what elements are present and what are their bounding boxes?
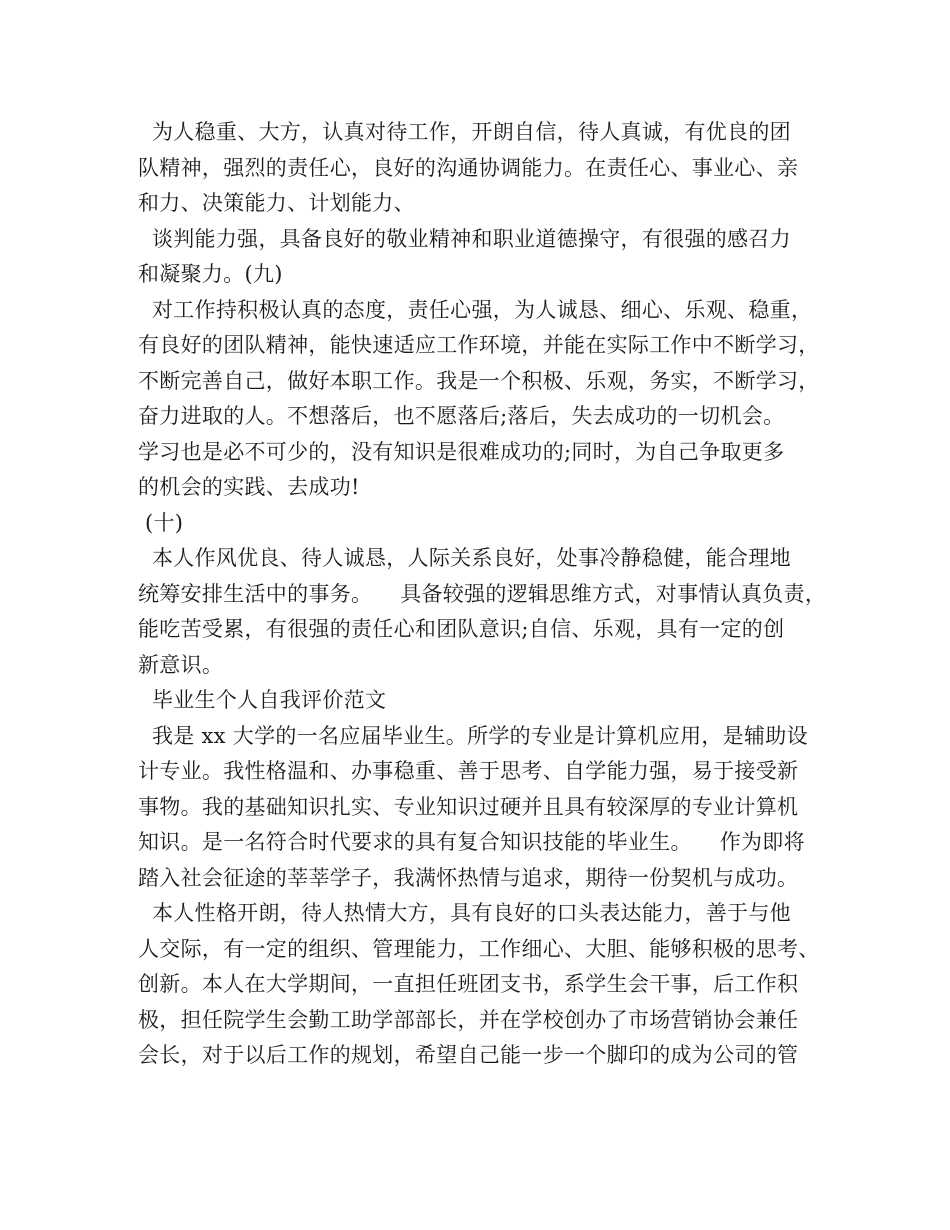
text-line: 谈判能力强，具备良好的敬业精神和职业道德操守，有很强的感召力: [138, 226, 791, 251]
text-line: 奋力进取的人。不想落后，也不愿落后;落后，失去成功的一切机会。: [138, 404, 785, 428]
text-line: 知识。是一名符合时代要求的具有复合知识技能的毕业生。 作为即将: [138, 830, 805, 854]
text-line: 为人稳重、大方，认真对待工作，开朗自信，待人真诚，有优良的团: [138, 120, 791, 144]
section-heading: 毕业生个人自我评价范文: [138, 688, 387, 712]
text-line: 学习也是必不可少的，没有知识是很难成功的;同时，为自己争取更多: [138, 439, 785, 464]
text-line: 统筹安排生活中的事务。 具备较强的逻辑思维方式，对事情认真负责，: [138, 581, 827, 606]
text-line: 能吃苦受累，有很强的责任心和团队意识;自信、乐观，具有一定的创: [138, 617, 785, 641]
document-body: [138, 115, 828, 1074]
text-line: 人交际，有一定的组织、管理能力，工作细心、大胆、能够积极的思考、: [138, 936, 820, 961]
text-line: 会长，对于以后工作的规划，希望自己能一步一个脚印的成为公司的管: [138, 1043, 799, 1067]
text-line: 计专业。我性格温和、办事稳重、善于思考、自学能力强，易于接受新: [138, 759, 799, 783]
text-line: 对工作持积极认真的态度，责任心强，为人诚恳、细心、乐观、稳重，: [138, 297, 813, 322]
text-line: 本人性格开朗，待人热情大方，具有良好的口头表达能力，善于与他: [138, 901, 791, 925]
text-line: 有良好的团队精神，能快速适应工作环境，并能在实际工作中不断学习，: [138, 333, 820, 357]
text-line: 和凝聚力。(九): [138, 262, 283, 286]
text-line: 的机会的实践、去成功!: [138, 475, 360, 499]
text-line: 极，担任院学生会勤工助学部部长，并在学校创办了市场营销协会兼任: [138, 1007, 799, 1032]
text-line: 踏入社会征途的莘莘学子，我满怀热情与追求，期待一份契机与成功。: [138, 865, 799, 890]
text-line: 队精神，强烈的责任心，良好的沟通协调能力。在责任心、事业心、亲: [138, 155, 799, 180]
text-line: 创新。本人在大学期间，一直担任班团支书，系学生会干事，后工作积: [138, 972, 799, 996]
text-line: 本人作风优良、待人诚恳，人际关系良好，处事冷静稳健，能合理地: [138, 546, 791, 570]
text-line: 新意识。: [138, 652, 224, 677]
section-heading: (十): [138, 510, 184, 535]
text-line: 和力、决策能力、计划能力、: [138, 191, 415, 215]
text-line: 事物。我的基础知识扎实、专业知识过硬并且具有较深厚的专业计算机: [138, 794, 799, 819]
text-line: 我是 xx 大学的一名应届毕业生。所学的专业是计算机应用，是辅助设: [138, 723, 808, 748]
text-line: 不断完善自己，做好本职工作。我是一个积极、乐观，务实，不断学习，: [138, 368, 820, 393]
